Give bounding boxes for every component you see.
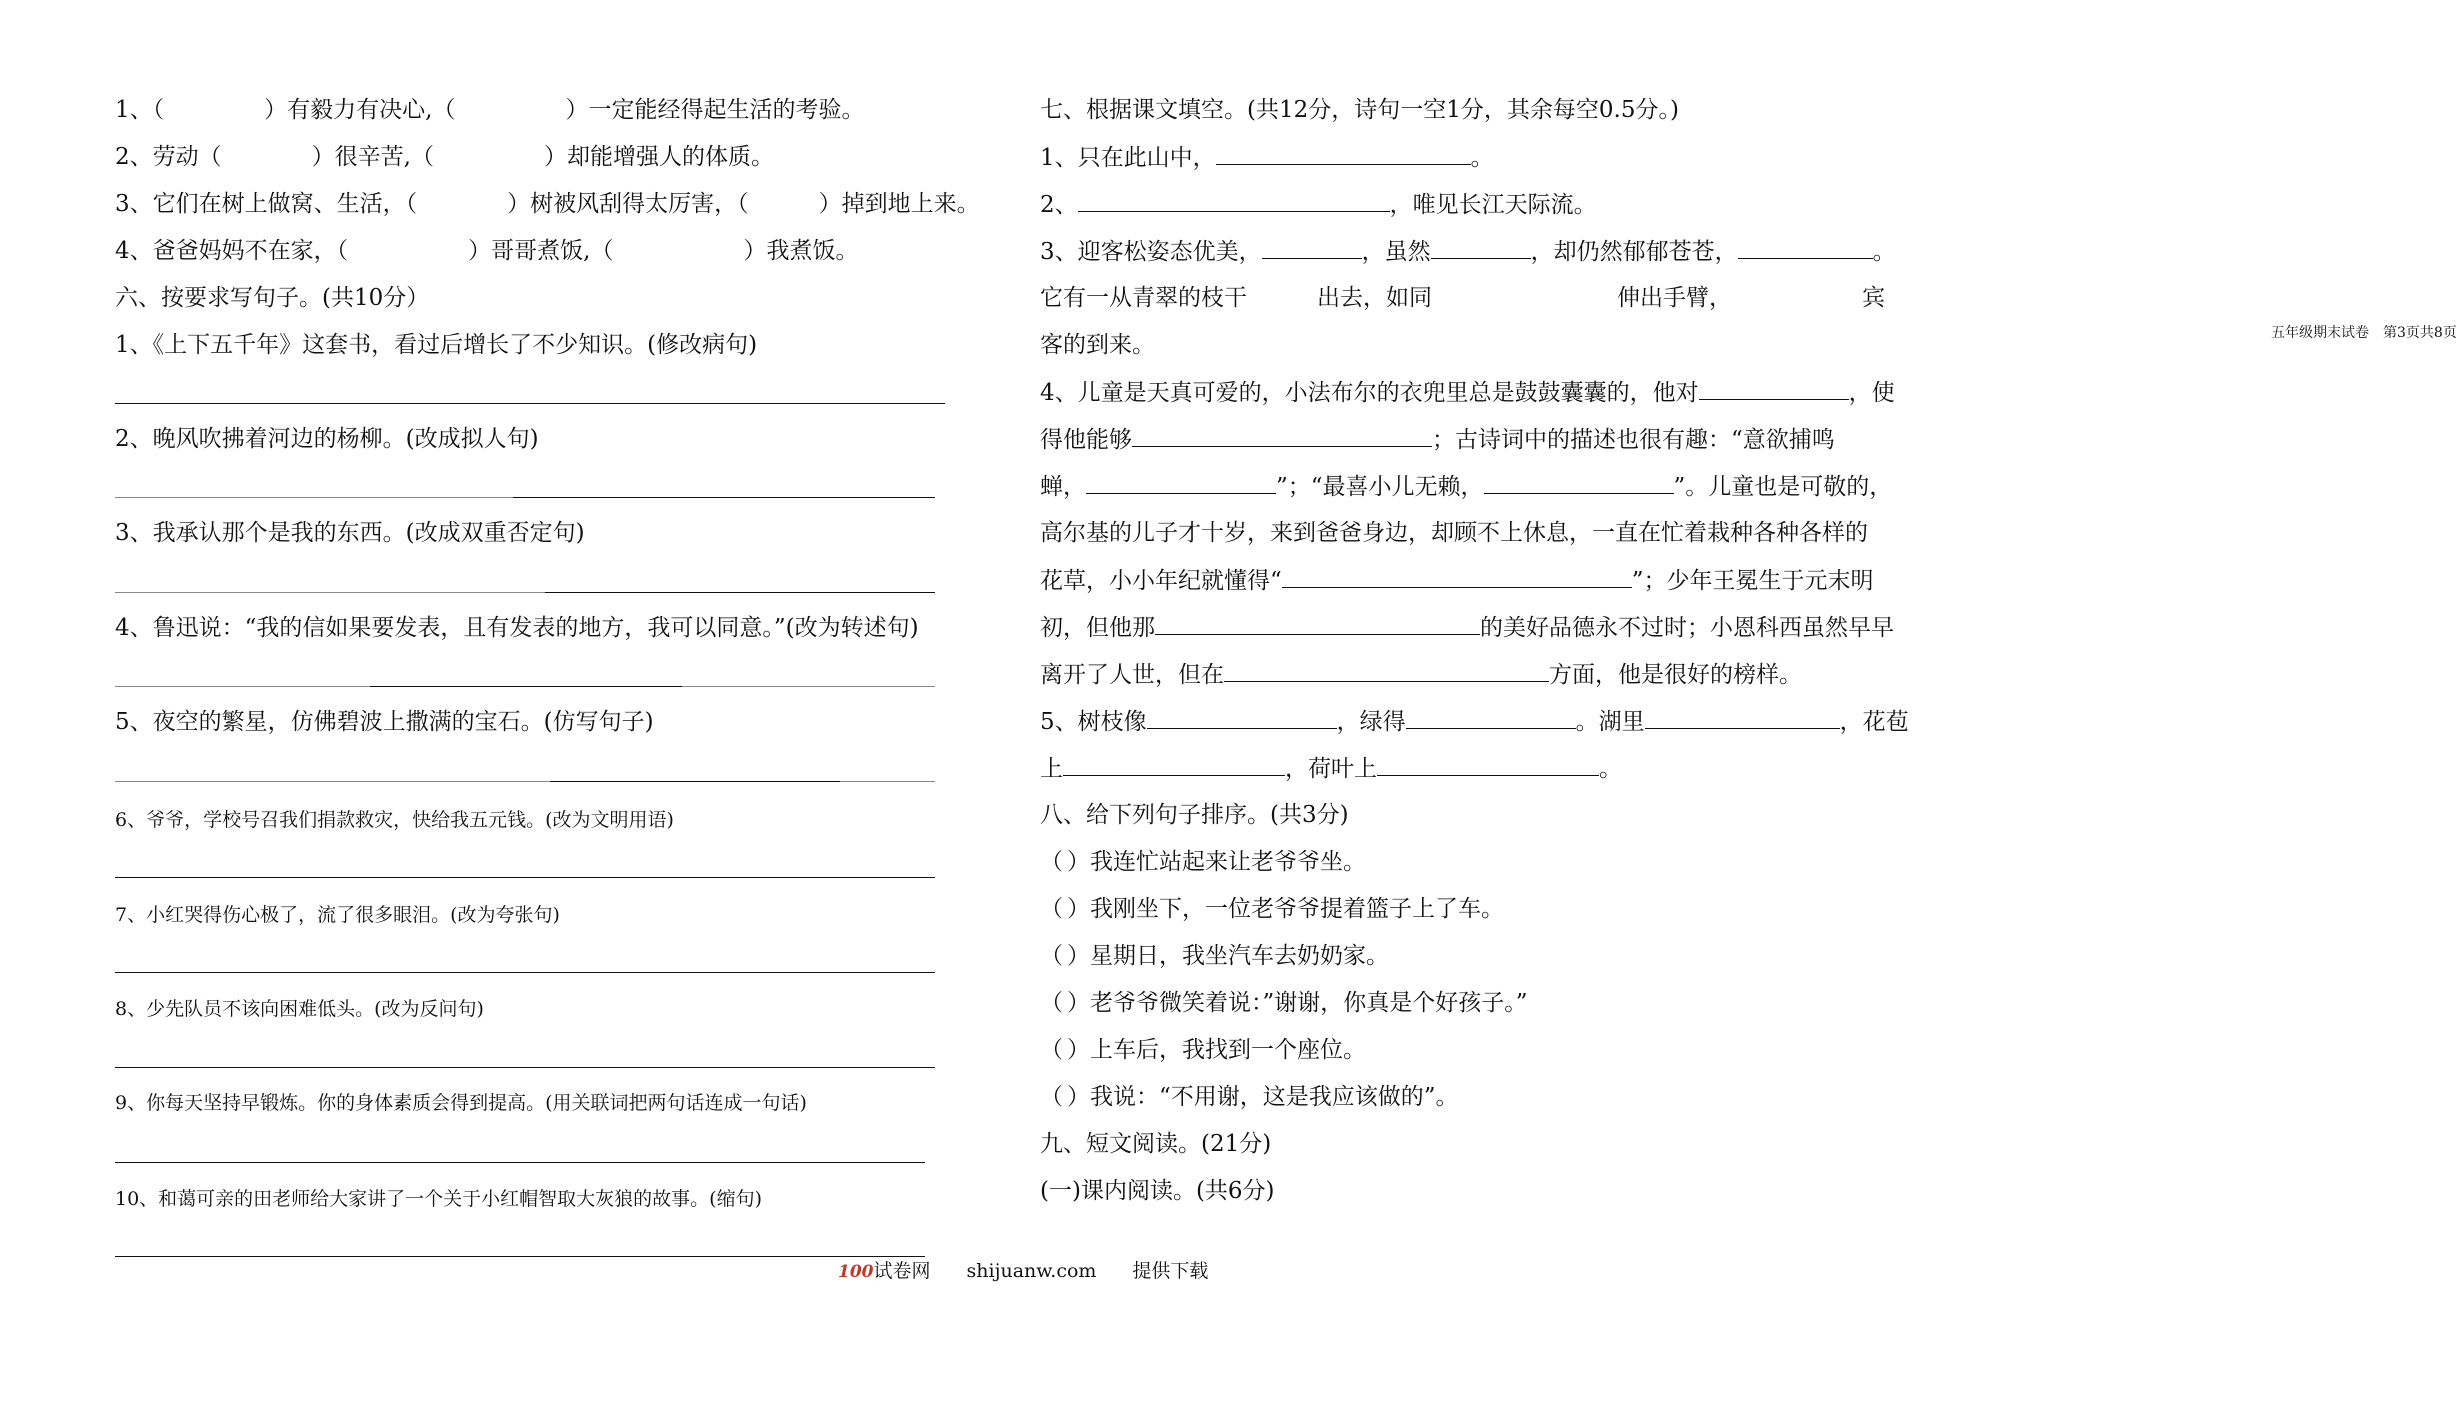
section6-item-8: 8、少先队员不该向困难低头。(改为反问句) [115, 998, 484, 1020]
section6-item-4: 4、鲁迅说：“我的信如果要发表，且有发表的地方，我可以同意。”(改为转述句) [115, 615, 919, 641]
answer-line [115, 403, 945, 404]
answer-line [545, 592, 935, 593]
section6-item-5: 5、夜空的繁星，仿佛碧波上撒满的宝石。(仿写句子) [115, 709, 654, 735]
answer-line [115, 972, 935, 973]
s7-item-4-line2: 得他能够 ；古诗词中的描述也很有趣：“意欲捕鸣 [1040, 424, 1835, 455]
download-note: 提供下载 [1132, 1260, 1209, 1282]
s7-item-4-line7: 离开了人世，但在 方面，他是很好的榜样。 [1040, 659, 1802, 690]
section9-title: 九、短文阅读。(21分) [1040, 1131, 1272, 1157]
answer-line [115, 686, 370, 687]
section6-item-9: 9、你每天坚持早锻炼。你的身体素质会得到提高。(用关联词把两句话连成一句话) [115, 1092, 807, 1114]
s7-item-1: 1、只在此山中， 。 [1040, 142, 1494, 173]
site-brand: 试卷网 [873, 1260, 931, 1282]
section8-item: （ ）我说：“不用谢，这是我应该做的”。 [1040, 1084, 1459, 1110]
section6-item-2: 2、晚风吹拂着河边的杨柳。(改成拟人句) [115, 426, 539, 452]
s7-item-5-line2: 上 ，荷叶上 。 [1040, 753, 1622, 784]
q5-item-2: 2、劳动（ ）很辛苦,（ ）却能增强人的体质。 [115, 144, 774, 170]
section8-title: 八、给下列句子排序。(共3分) [1040, 802, 1349, 828]
answer-line [115, 497, 513, 498]
answer-line [115, 1162, 925, 1163]
section6-item-6: 6、爷爷，学校号召我们捐款救灾，快给我五元钱。(改为文明用语) [115, 809, 674, 831]
page-footer: 五年级期末试卷 第3页共8页 [2271, 325, 2457, 341]
q5-item-4: 4、爸爸妈妈不在家，（ ）哥哥煮饭,（ ）我煮饭。 [115, 238, 859, 264]
s7-item-3-line3: 客的到来。 [1040, 332, 1155, 358]
section8-item: （ ）我连忙站起来让老爷爷坐。 [1040, 849, 1366, 875]
answer-line [115, 1067, 935, 1068]
site-url: shijuanw.com [966, 1260, 1097, 1282]
answer-line [115, 1256, 925, 1257]
q5-item-3: 3、它们在树上做窝、生活，（ ）树被风刮得太厉害，（ ）掉到地上来。 [115, 191, 980, 217]
section8-item: （ ）我刚坐下，一位老爷爷提着篮子上了车。 [1040, 896, 1504, 922]
s7-item-4-line6: 初，但他那 的美好品德永不过时；小恩科西虽然早早 [1040, 612, 1894, 643]
section9-subtitle: (一)课内阅读。(共6分) [1040, 1178, 1275, 1204]
answer-line [513, 497, 935, 498]
answer-line [115, 781, 550, 782]
section8-item: （ ）星期日，我坐汽车去奶奶家。 [1040, 943, 1389, 969]
section6-item-1: 1、《上下五千年》这套书，看过后增长了不少知识。(修改病句) [115, 332, 758, 358]
q5-item-1: 1、（ ）有毅力有决心,（ ）一定能经得起生活的考验。 [115, 97, 865, 123]
s7-item-2: 2、 ，唯见长江天际流。 [1040, 189, 1597, 220]
answer-line [550, 781, 840, 782]
s7-item-3: 3、迎客松姿态优美， ，虽然 ，却仍然郁郁苍苍， 。 [1040, 236, 1896, 267]
s7-item-4-line1: 4、儿童是天真可爱的，小法布尔的衣兜里总是鼓鼓囊囊的，他对 ，使 [1040, 377, 1895, 408]
section6-item-10: 10、和蔼可亲的田老师给大家讲了一个关于小红帽智取大灰狼的故事。(缩句) [115, 1188, 763, 1210]
answer-line [115, 592, 545, 593]
s7-item-4-line5: 花草，小小年纪就懂得“ ”；少年王冕生于元末明 [1040, 565, 1874, 596]
s7-item-4-line3: 蝉， ”；“最喜小儿无赖， ”。儿童也是可敬的， [1040, 471, 1892, 502]
section6-item-3: 3、我承认那个是我的东西。(改成双重否定句) [115, 520, 585, 546]
s7-item-4-line4: 高尔基的儿子才十岁，来到爸爸身边，却顾不上休息，一直在忙着栽种各种各样的 [1040, 520, 1868, 546]
section7-title: 七、根据课文填空。(共12分，诗句一空1分，其余每空0.5分。) [1040, 97, 1679, 123]
s7-item-5-line1: 5、树枝像 ，绿得 。湖里 ，花苞 [1040, 706, 1909, 737]
section6-title: 六、按要求写句子。(共10分） [115, 285, 430, 311]
section6-item-7: 7、小红哭得伤心极了，流了很多眼泪。(改为夸张句) [115, 904, 560, 926]
site-footer [838, 1256, 1208, 1283]
answer-line [115, 877, 935, 878]
answer-line [682, 686, 935, 687]
section8-item: （ ）上车后，我找到一个座位。 [1040, 1037, 1366, 1063]
answer-line [370, 686, 682, 687]
s7-item-3-line2: 它有一从青翠的枝干 出去，如同 伸出手臂， 宾 [1040, 285, 1885, 311]
section8-item: （ ）老爷爷微笑着说：”谢谢，你真是个好孩子。” [1040, 990, 1528, 1016]
site-logo: 100 [838, 1262, 874, 1282]
answer-line [840, 781, 935, 782]
